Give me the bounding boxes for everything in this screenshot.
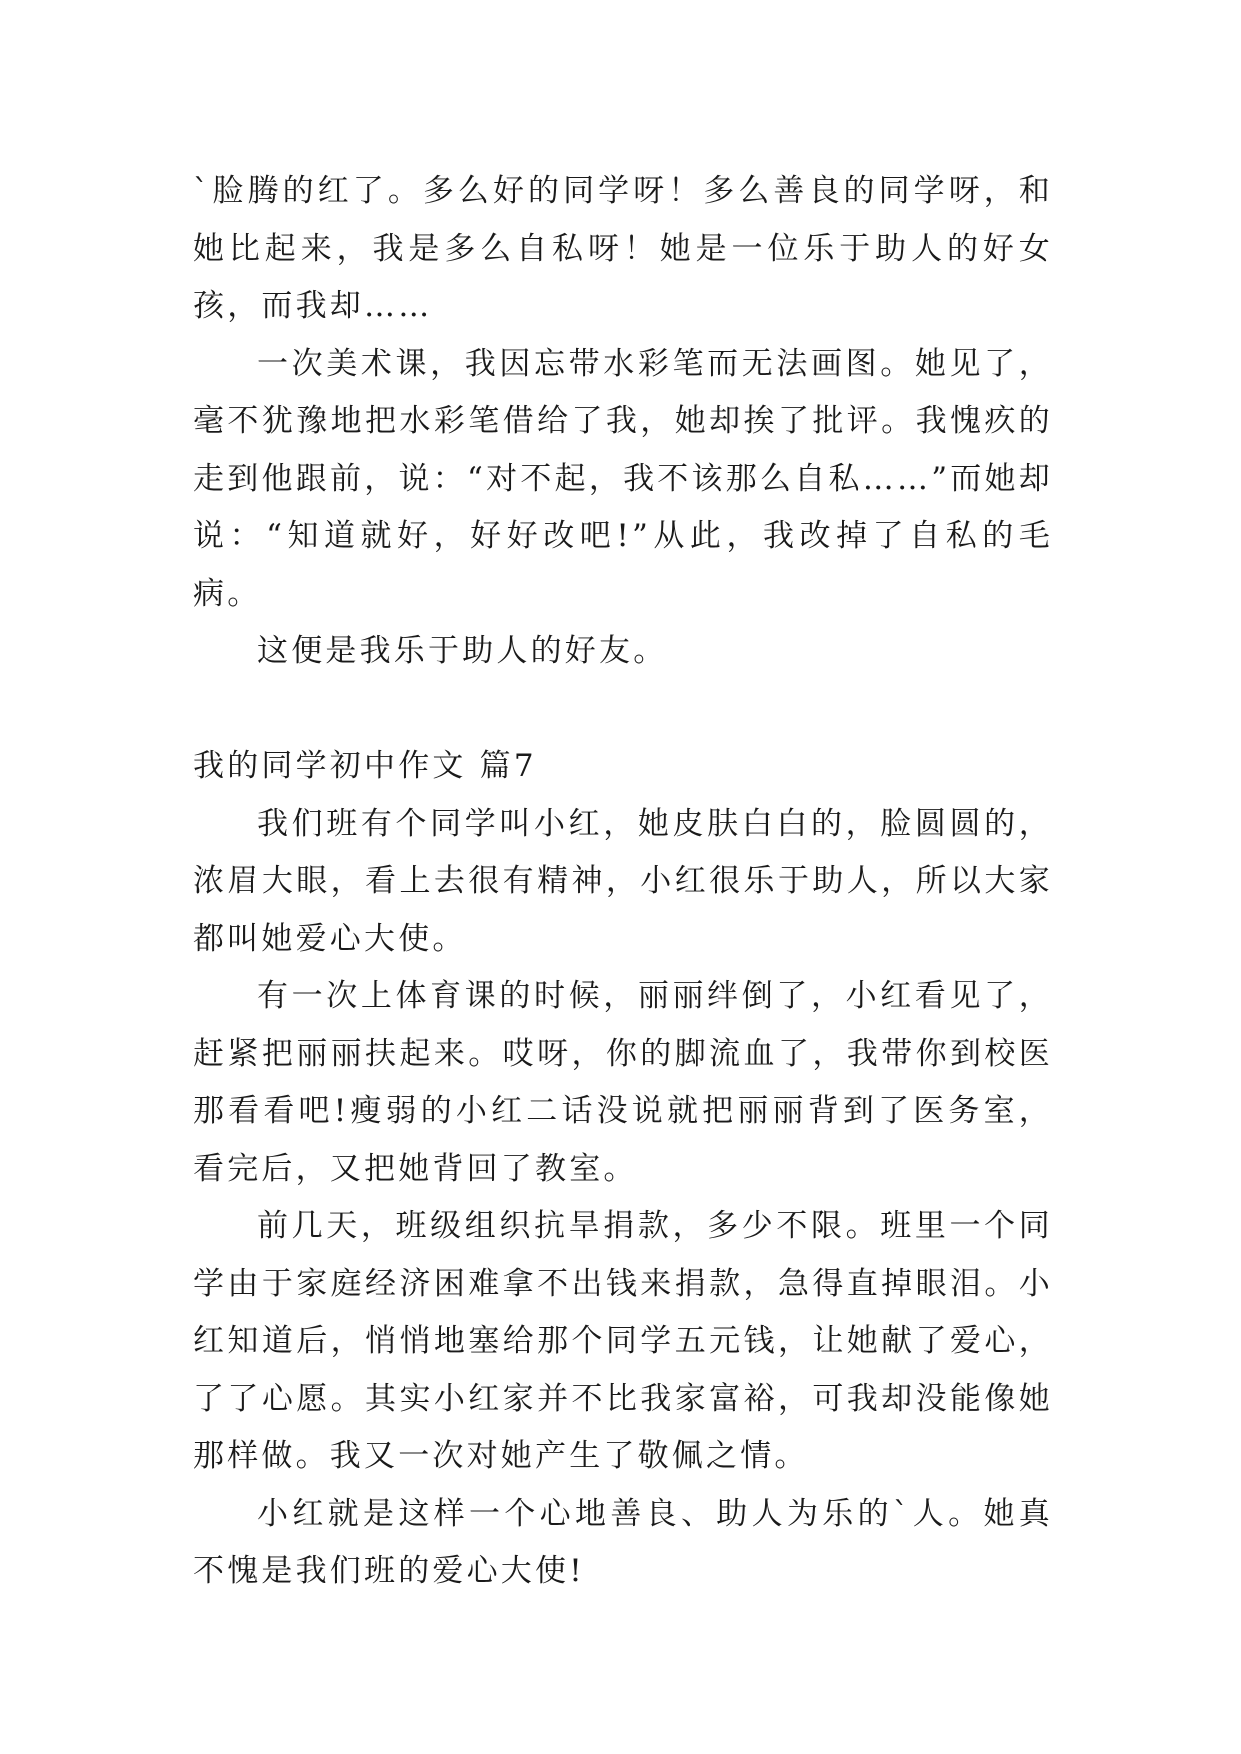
paragraph-good-friend: 这便是我乐于助人的好友。 (257, 633, 668, 669)
paragraph-continuation: `脸腾的红了。多么好的同学呀！多么善良的同学呀，和她比起来，我是多么自私呀！她是一位乐于助人的好女孩，而我却…… (193, 173, 1053, 324)
paragraph-art-class: 一次美术课，我因忘带水彩笔而无法画图。她见了，毫不犹豫地把水彩笔借给了我，她却挨了批评。我愧疚的走到他跟前，说：“对不起，我不该那么自私……”而她却说：“知道就好，好好改吧!”从此，我改掉了自私的毛病。 (193, 345, 1053, 612)
paragraph-xiaohong-intro: 我们班有个同学叫小红，她皮肤白白的，脸圆圆的，浓眉大眼，看上去很有精神，小红很乐于助人，所以大家都叫她爱心大使。 (193, 805, 1053, 957)
section-spacer (193, 681, 1053, 739)
paragraph-donation: 前几天，班级组织抗旱捐款，多少不限。班里一个同学由于家庭经济困难拿不出钱来捐款，急得直掉眼泪。小红知道后，悄悄地塞给那个同学五元钱，让她献了爱心，了了心愿。其实小红家并不比我家富裕，可我却没能像她那样做。我又一次对她产生了敬佩之情。 (193, 1208, 1053, 1474)
paragraph-conclusion: 小红就是这样一个心地善良、助人为乐的`人。她真不愧是我们班的爱心大使! (193, 1495, 1053, 1589)
paragraph-pe-class: 有一次上体育课的时候，丽丽绊倒了，小红看见了，赶紧把丽丽扶起来。哎呀，你的脚流血了，我带你到校医那看看吧!瘦弱的小红二话没说就把丽丽背到了医务室，看完后，又把她背回了教室。 (193, 978, 1053, 1187)
section-heading: 我的同学初中作文 篇7 (193, 748, 537, 784)
document-body (193, 163, 1053, 1601)
